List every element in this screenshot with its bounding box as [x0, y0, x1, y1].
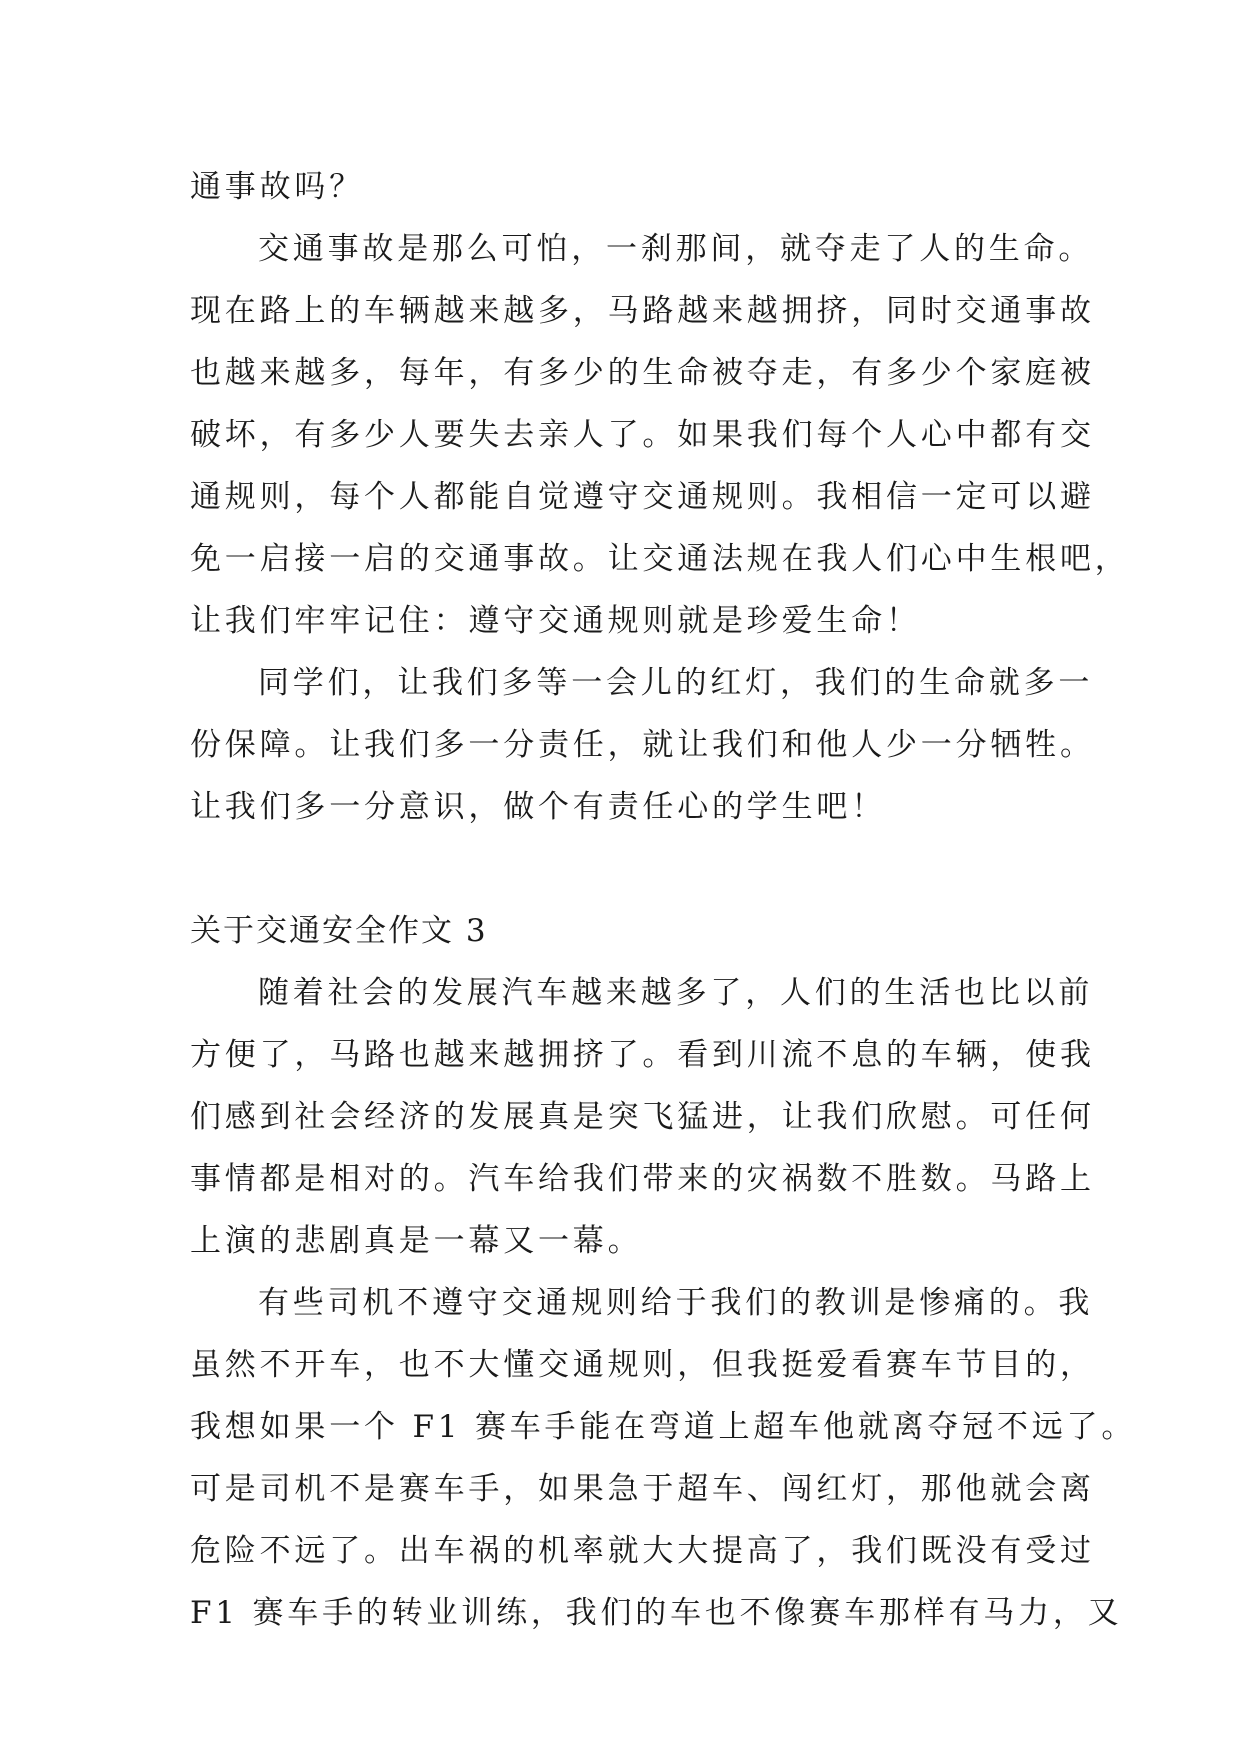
- paragraph-line: 让我们牢牢记住：遵守交通规则就是珍爱生命！: [190, 603, 921, 639]
- paragraph-line: 通规则，每个人都能自觉遵守交通规则。我相信一定可以避: [190, 479, 1095, 515]
- paragraph-line: 们感到社会经济的发展真是突飞猛进，让我们欣慰。可任何: [190, 1099, 1095, 1135]
- paragraph-line: 危险不远了。出车祸的机率就大大提高了，我们既没有受过: [190, 1533, 1095, 1569]
- paragraph-line: 随着社会的发展汽车越来越多了，人们的生活也比以前: [258, 975, 1094, 1011]
- paragraph-line: 我想如果一个 F1 赛车手能在弯道上超车他就离夺冠不远了。: [190, 1409, 1137, 1445]
- paragraph-line: 份保障。让我们多一分责任，就让我们和他人少一分牺牲。: [190, 727, 1095, 763]
- paragraph-line: 事情都是相对的。汽车给我们带来的灾祸数不胜数。马路上: [190, 1161, 1095, 1197]
- paragraph-line: 现在路上的车辆越来越多，马路越来越拥挤，同时交通事故: [190, 293, 1095, 329]
- paragraph-line: 破坏，有多少人要失去亲人了。如果我们每个人心中都有交: [190, 417, 1095, 453]
- paragraph-line: 交通事故是那么可怕，一刹那间，就夺走了人的生命。: [258, 231, 1094, 267]
- paragraph-line: 通事故吗？: [190, 169, 364, 205]
- paragraph-line: 让我们多一分意识，做个有责任心的学生吧！: [190, 789, 886, 825]
- paragraph-line: 有些司机不遵守交通规则给于我们的教训是惨痛的。我: [258, 1285, 1094, 1321]
- section-title: 关于交通安全作文 3: [190, 913, 488, 949]
- blank-line: [190, 838, 1060, 900]
- paragraph-line: 上演的悲剧真是一幕又一幕。: [190, 1223, 643, 1259]
- paragraph-line: 方便了，马路也越来越拥挤了。看到川流不息的车辆，使我: [190, 1037, 1095, 1073]
- paragraph-line: 免一启接一启的交通事故。让交通法规在我人们心中生根吧，: [190, 541, 1130, 577]
- paragraph-line: 虽然不开车，也不大懂交通规则，但我挺爱看赛车节目的，: [190, 1347, 1095, 1383]
- paragraph-line: 可是司机不是赛车手，如果急于超车、闯红灯，那他就会离: [190, 1471, 1095, 1507]
- text-column: [190, 156, 1137, 1644]
- paragraph-line: 同学们，让我们多等一会儿的红灯，我们的生命就多一: [258, 665, 1094, 701]
- paragraph-line: F1 赛车手的转业训练，我们的车也不像赛车那样有马力，又: [190, 1595, 1123, 1631]
- paragraph-line: 也越来越多，每年，有多少的生命被夺走，有多少个家庭被: [190, 355, 1095, 391]
